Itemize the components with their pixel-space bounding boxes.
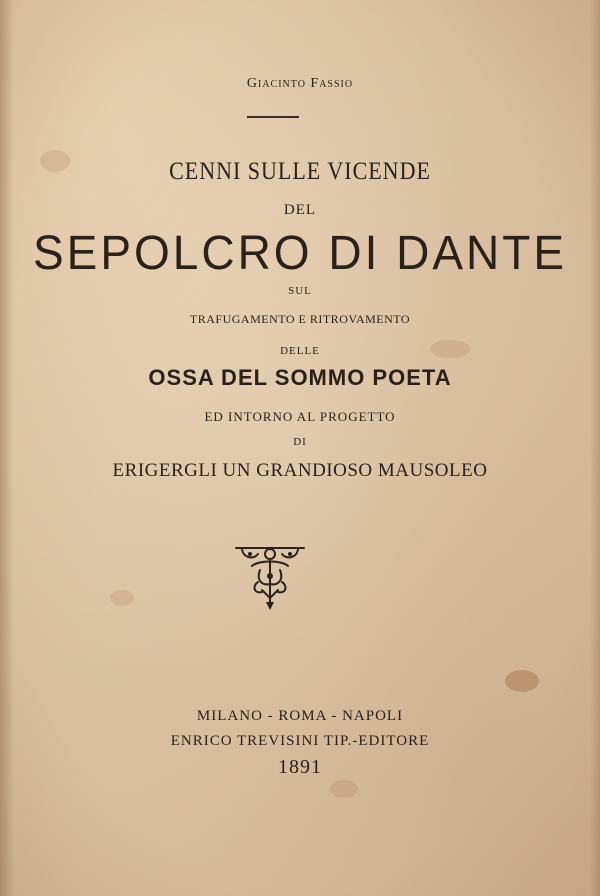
fleuron-ornament-icon: [232, 540, 308, 612]
imprint-cities: MILANO - ROMA - NAPOLI: [196, 708, 404, 724]
subtitle-delle: DELLE: [280, 345, 320, 357]
subtitle-ossa: OSSA DEL SOMMO POETA: [148, 365, 452, 390]
foxing-stain: [330, 780, 358, 798]
subtitle-sul: SUL: [288, 285, 312, 297]
subtitle-erigergli: ERIGERGLI UN GRANDIOSO MAUSOLEO: [112, 460, 488, 481]
author-rule: [247, 116, 299, 118]
subtitle-intorno: ED INTORNO AL PROGETTO: [204, 409, 396, 424]
title-line-1: CENNI SULLE VICENDE: [169, 156, 431, 185]
subtitle-di: DI: [293, 436, 307, 448]
imprint-publisher: ENRICO TREVISINI TIP.-EDITORE: [170, 733, 430, 749]
subtitle-trafugamento: TRAFUGAMENTO E RITROVAMENTO: [189, 312, 411, 326]
main-title: SEPOLCRO DI DANTE: [32, 224, 568, 280]
imprint-year: 1891: [278, 756, 322, 778]
title-line-2: DEL: [283, 202, 317, 218]
foxing-stain: [110, 590, 134, 606]
author-name: Giacinto Fassio: [246, 76, 354, 91]
foxing-stain: [505, 670, 539, 692]
